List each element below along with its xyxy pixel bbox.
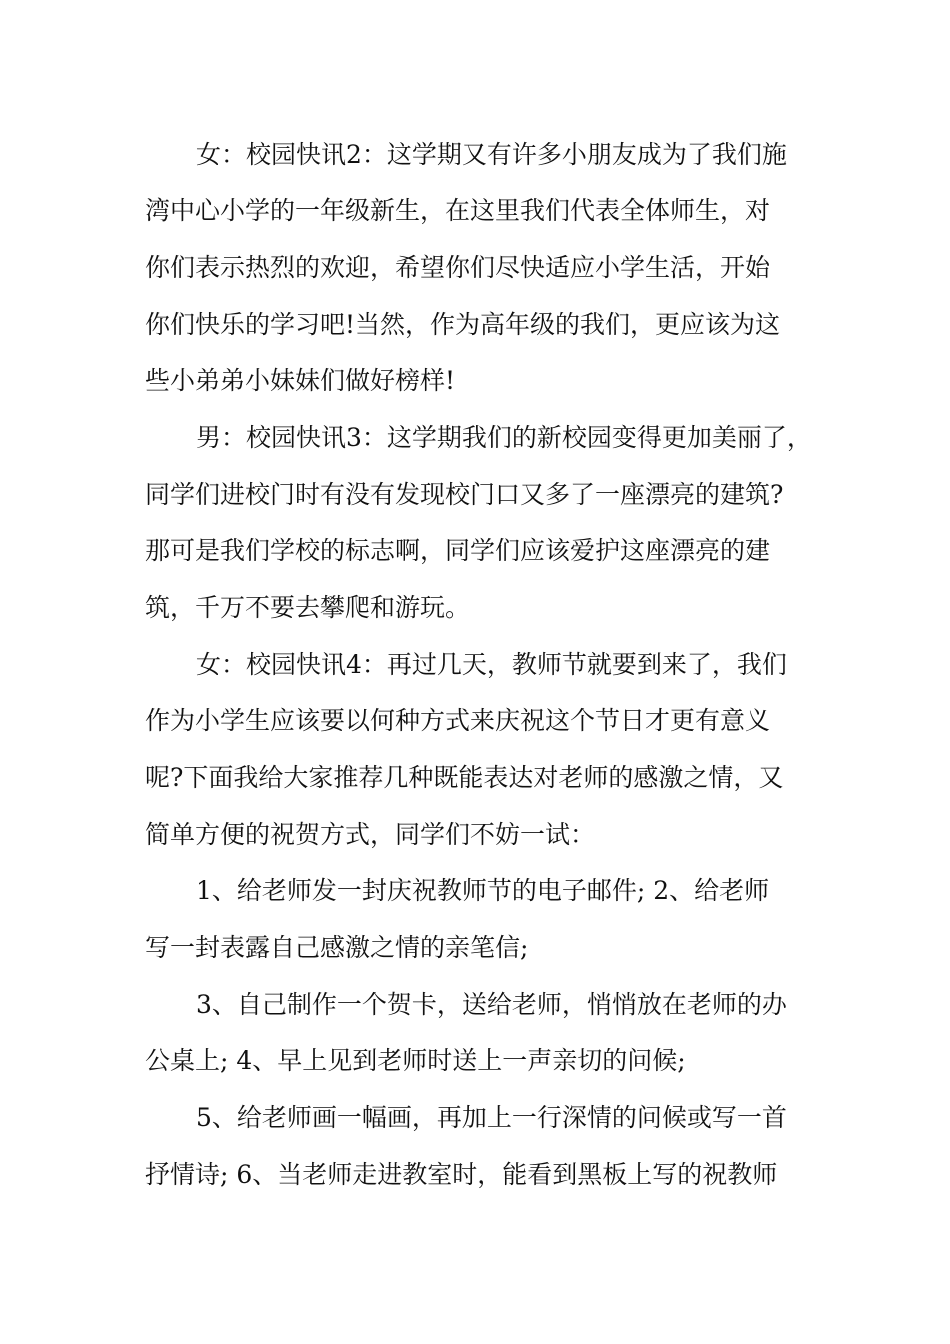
list-item-line: 1、给老师发一封庆祝教师节的电子邮件; 2、给老师	[196, 876, 770, 905]
paragraph-line: 你们快乐的学习吧!当然，作为高年级的我们，更应该为这	[145, 310, 781, 339]
list-item-line: 5、给老师画一幅画，再加上一行深情的问候或写一首	[196, 1103, 787, 1132]
paragraph-line: 男：校园快讯3：这学期我们的新校园变得更加美丽了，	[196, 423, 812, 452]
paragraph-line: 湾中心小学的一年级新生，在这里我们代表全体师生，对	[145, 196, 771, 225]
list-item-line: 3、自己制作一个贺卡，送给老师，悄悄放在老师的办	[196, 990, 787, 1019]
paragraph-line: 筑，千万不要去攀爬和游玩。	[145, 593, 471, 622]
paragraph-line: 同学们进校门时有没有发现校门口又多了一座漂亮的建筑?	[145, 480, 784, 509]
paragraph-line: 些小弟弟小妹妹们做好榜样!	[145, 366, 456, 395]
list-item-line: 抒情诗; 6、当老师走进教室时，能看到黑板上写的祝教师	[145, 1160, 778, 1189]
paragraph-line: 作为小学生应该要以何种方式来庆祝这个节日才更有意义	[145, 706, 771, 735]
list-item-line: 写一封表露自己感激之情的亲笔信;	[145, 933, 529, 962]
list-item-line: 公桌上; 4、早上见到老师时送上一声亲切的问候;	[145, 1046, 686, 1075]
paragraph-line: 那可是我们学校的标志啊，同学们应该爱护这座漂亮的建	[145, 536, 771, 565]
paragraph-line: 女：校园快讯2：这学期又有许多小朋友成为了我们施	[196, 140, 787, 169]
paragraph-line: 简单方便的祝贺方式，同学们不妨一试：	[145, 820, 596, 849]
paragraph-line: 女：校园快讯4：再过几天，教师节就要到来了，我们	[196, 650, 787, 679]
paragraph-line: 你们表示热烈的欢迎，希望你们尽快适应小学生活，开始	[145, 253, 771, 282]
paragraph-line: 呢?下面我给大家推荐几种既能表达对老师的感激之情，又	[145, 763, 784, 792]
